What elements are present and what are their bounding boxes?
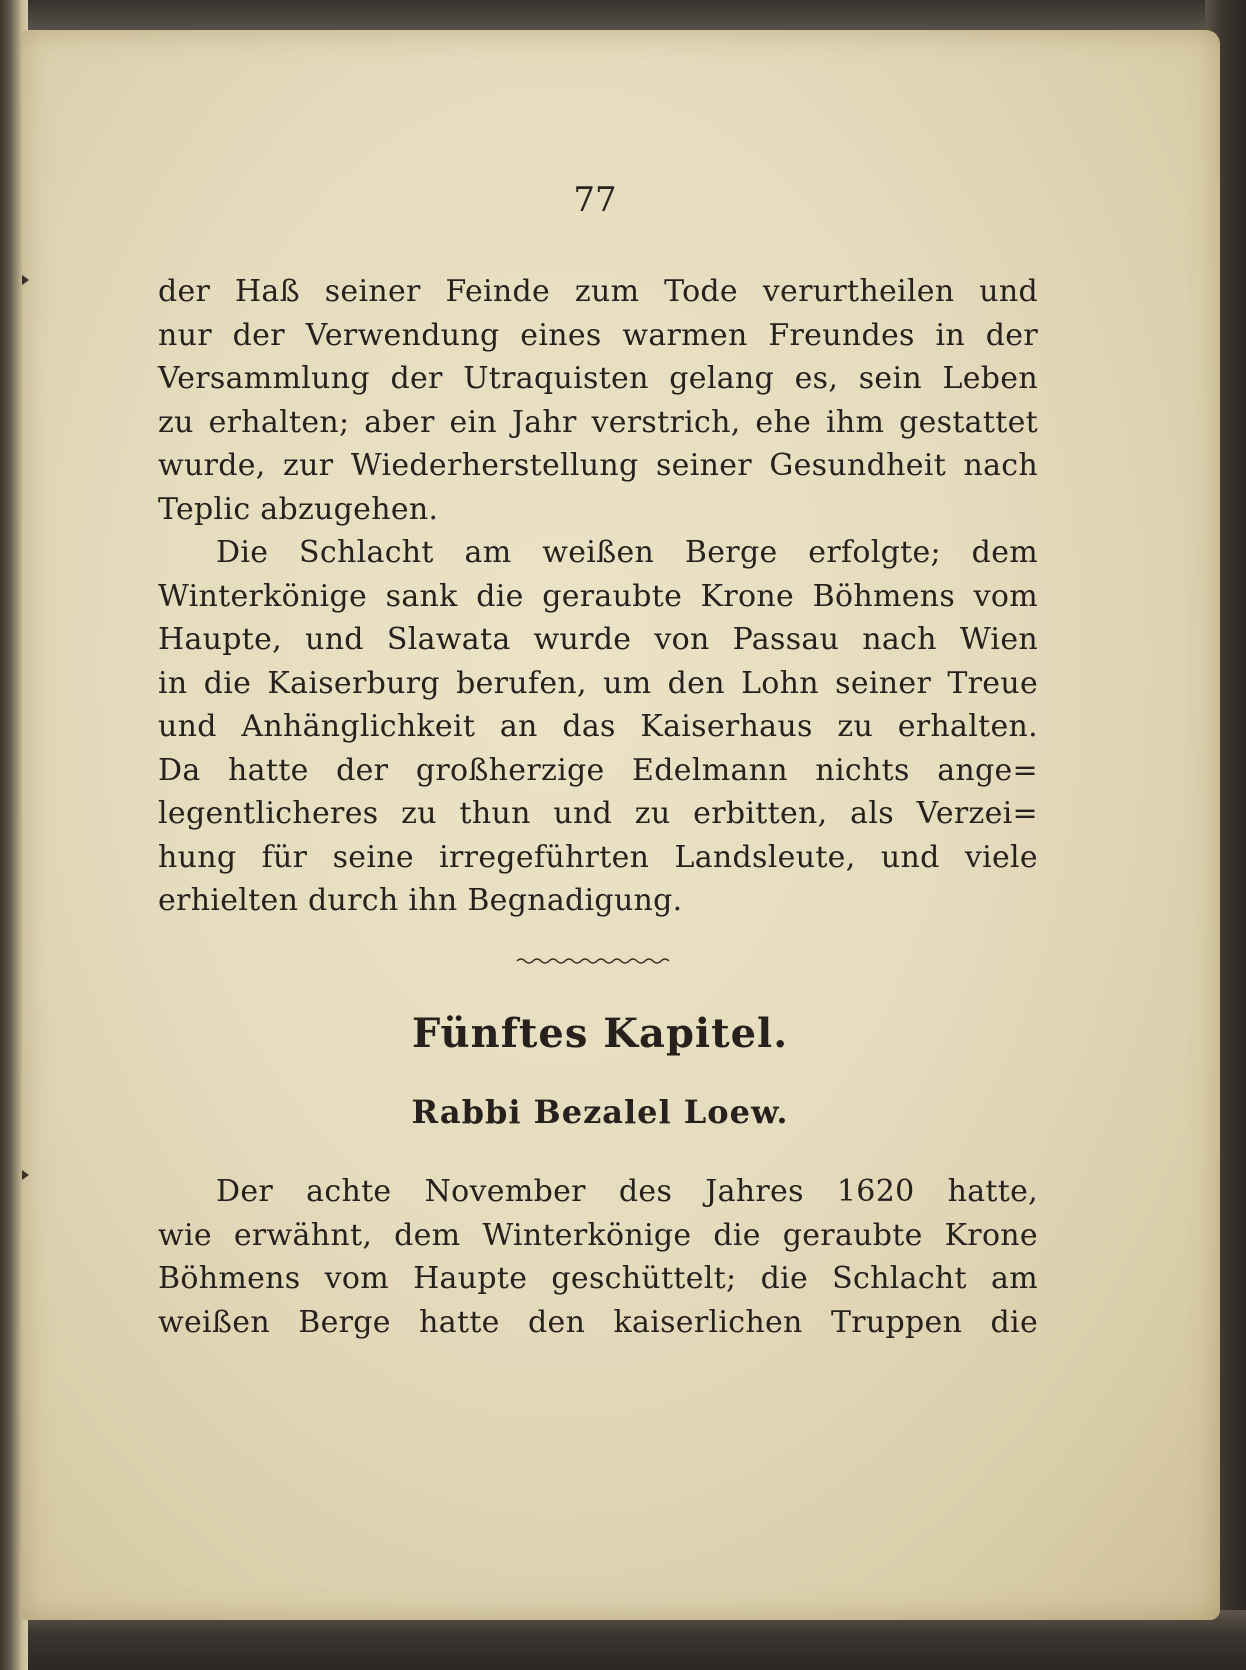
text-line: Böhmens vom Haupte geschüttelt; die Schlacht am — [158, 1261, 1038, 1296]
margin-mark — [22, 275, 29, 285]
text-line: wurde, zur Wiederherstellung seiner Gesundheit nach — [158, 448, 1038, 483]
margin-mark — [22, 1170, 29, 1180]
text-line: wie erwähnt, dem Winterkönige die geraubte Krone — [158, 1217, 1038, 1253]
text-line: Haupte, und Slawata wurde von Passau nach Wien — [158, 622, 1038, 657]
text-line: Versammlung der Utraquisten gelang es, sein Leben — [158, 361, 1038, 396]
text-line: in die Kaiserburg berufen, um den Lohn seiner Treue — [158, 665, 1038, 701]
chapter-subtitle: Rabbi Bezalel Loew. — [411, 1093, 789, 1131]
page-number: 77 — [573, 180, 617, 220]
text-line: Die Schlacht am weißen Berge erfolgte; dem — [216, 535, 1038, 570]
text-line: weißen Berge hatte den kaiserlichen Truppen die — [158, 1304, 1038, 1340]
wavy-divider — [515, 955, 675, 967]
text-line: zu erhalten; aber ein Jahr verstrich, ehe ihm gestattet — [158, 404, 1038, 440]
text-line: und Anhänglichkeit an das Kaiserhaus zu erhalten. — [158, 709, 1038, 744]
text-line: nur der Verwendung eines warmen Freundes in der — [158, 317, 1038, 353]
text-line: der Haß seiner Feinde zum Tode verurtheilen und — [158, 274, 1038, 309]
text-line: Da hatte der großherzige Edelmann nichts ange= — [158, 752, 1038, 788]
text-line: Der achte November des Jahres 1620 hatte, — [216, 1174, 1038, 1209]
text-line: Winterkönige sank die geraubte Krone Böhmens vom — [158, 578, 1038, 614]
text-line: legentlicheres zu thun und zu erbitten, als Verzei= — [158, 796, 1038, 831]
text-line: hung für seine irregeführten Landsleute, und viele — [158, 839, 1038, 875]
book-top-edge — [0, 0, 1246, 34]
body-text-top — [158, 270, 1038, 923]
body-text-bottom — [158, 1170, 1038, 1344]
chapter-title: Fünftes Kapitel. — [411, 1010, 789, 1057]
text-line: erhielten durch ihn Begnadigung. — [158, 883, 683, 918]
text-line: Teplic abzugehen. — [158, 491, 439, 527]
